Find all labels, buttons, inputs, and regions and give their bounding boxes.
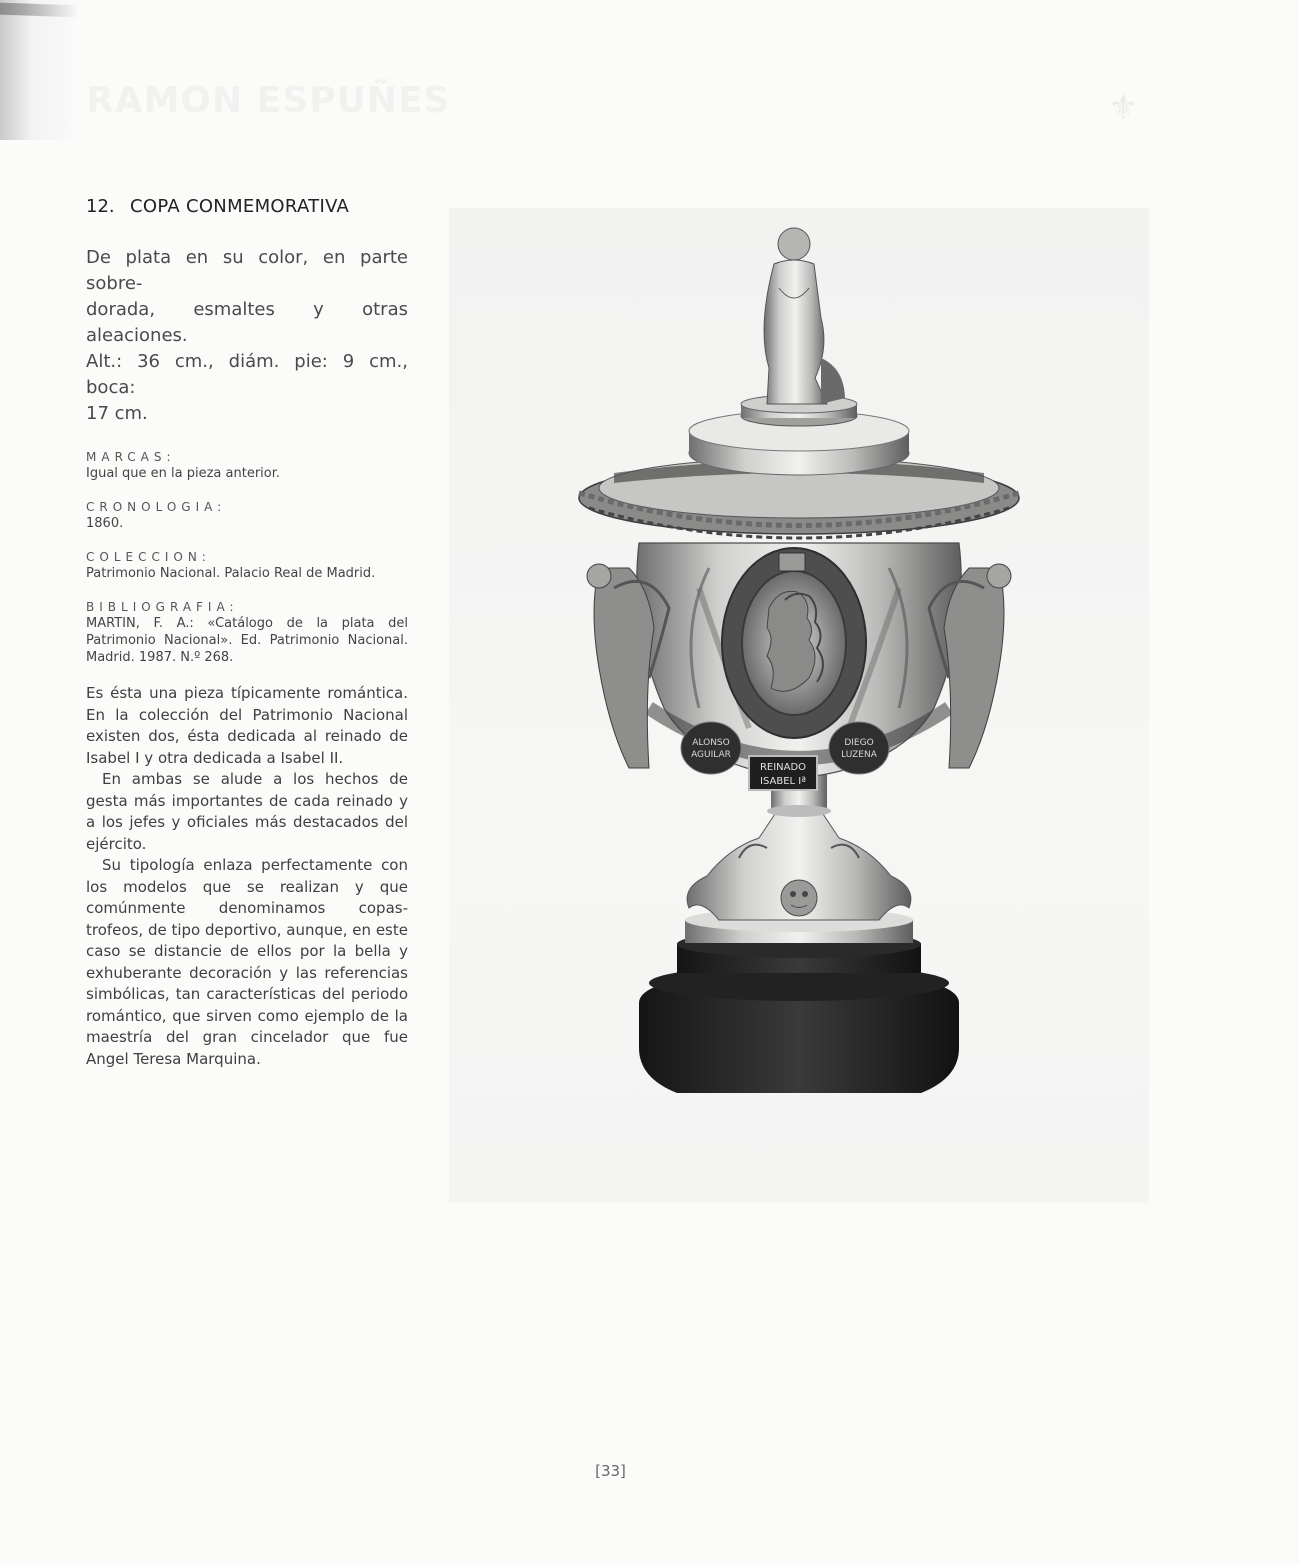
lead-line: Alt.: 36 cm., diám. pie: 9 cm., boca: <box>86 351 408 398</box>
commentary-paragraph: Es ésta una pieza típicamente romántica. En la colección del Patrimonio Nacional existen dos, ésta dedicada al reinado de Isabel I y otra dedicada a Isabel II. <box>86 684 408 767</box>
entry-number: 12. <box>86 196 115 217</box>
ornament-icon: ⚜ <box>1108 88 1139 128</box>
entry-title <box>86 196 408 217</box>
coleccion-value: Patrimonio Nacional. Palacio Real de Madrid. <box>86 566 376 581</box>
right-shield-line1: DIEGO <box>844 738 874 748</box>
bibliografia-value: MARTIN, F. A.: «Catálogo de la plata del Patrimonio Nacional». Ed. Patrimonio Nacional. Madrid. 1987. N.º 268. <box>86 616 408 665</box>
coleccion-field <box>86 549 408 582</box>
marcas-field <box>86 449 408 482</box>
commentary-paragraph: Su tipología enlaza perfectamente con los modelos que se realizan y que comúnmente denominamos copas-trofeos, de tipo deportivo, aunque, en este caso se distancie de ellos por la bella y exhuberante decoración y las referencias simbólicas, tan características del periodo romántico, que sirven como ejemplo de la maestría del gran cincelador que fue Angel Teresa Marquina. <box>86 856 408 1068</box>
text-column <box>86 196 408 1070</box>
plaque-line1: REINADO <box>759 762 807 773</box>
right-shield-line2: LUZENA <box>841 750 877 760</box>
page-number: [33] <box>595 1462 626 1480</box>
left-shield-line2: AGUILAR <box>691 750 731 760</box>
trophy-lid <box>579 395 1019 534</box>
knight-figure <box>764 228 845 404</box>
marcas-value: Igual que en la pieza anterior. <box>86 466 281 481</box>
entry-title-text: COPA CONMEMORATIVA <box>130 196 350 217</box>
lead-line: dorada, esmaltes y otras aleaciones. <box>86 299 408 346</box>
marcas-label: MARCAS: <box>86 450 176 464</box>
scan-corner-shadow <box>0 0 80 140</box>
trophy-photograph <box>449 208 1149 1203</box>
lead-line: De plata en su color, en parte sobre- <box>86 247 408 294</box>
catalogue-fields <box>86 449 408 666</box>
object-description <box>86 245 408 427</box>
plaque-line2: ISABEL Iª <box>760 776 806 787</box>
coleccion-label: COLECCION: <box>86 550 211 564</box>
right-shield-cartouche <box>829 722 889 774</box>
cronologia-label: CRONOLOGIA: <box>86 500 227 514</box>
commentary <box>86 683 408 1070</box>
trophy-illustration <box>449 208 1149 1203</box>
trophy-foot <box>687 808 911 920</box>
portrait-medallion <box>722 548 866 738</box>
bibliografia-label: BIBLIOGRAFIA: <box>86 600 239 614</box>
trophy-base <box>639 908 959 1093</box>
cronologia-value: 1860. <box>86 516 124 531</box>
left-shield-cartouche <box>681 722 741 774</box>
bibliografia-field <box>86 599 408 666</box>
reinado-plaque <box>749 756 817 790</box>
running-header: RAMON ESPUÑES <box>86 80 451 121</box>
lead-line: 17 cm. <box>86 403 148 424</box>
cronologia-field <box>86 499 408 532</box>
left-shield-line1: ALONSO <box>692 738 730 748</box>
commentary-paragraph: En ambas se alude a los hechos de gesta más importantes de cada reinado y a los jefes y oficiales más destacados del ejército. <box>86 770 408 853</box>
